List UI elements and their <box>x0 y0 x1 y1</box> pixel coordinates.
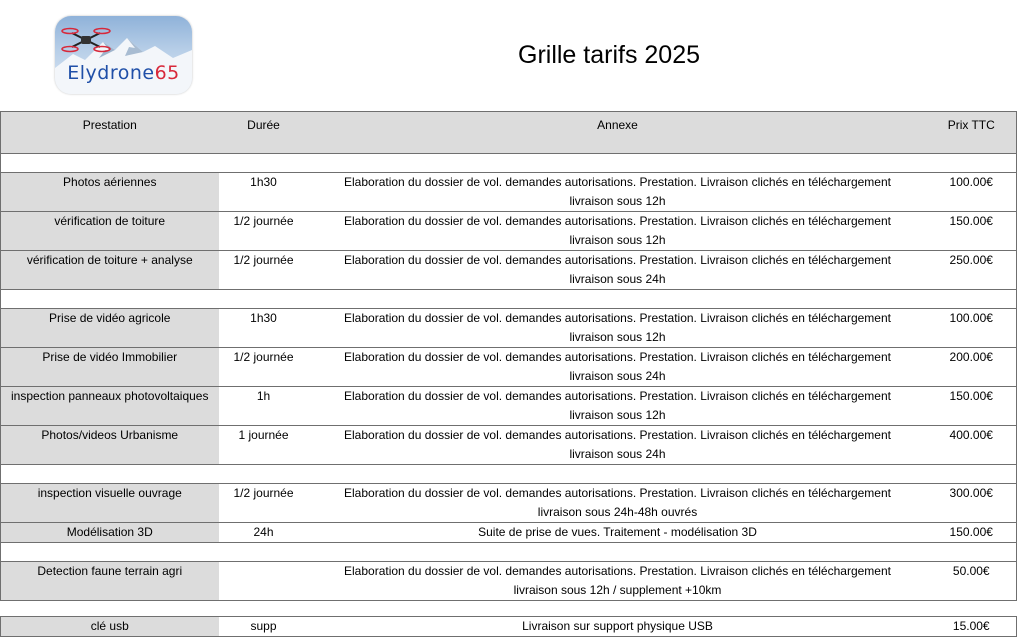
spacer-row <box>1 290 1017 309</box>
duree-cell: supp <box>219 617 309 637</box>
annexe-cell <box>309 251 927 290</box>
column-header-duree: Durée <box>219 112 309 154</box>
annexe-line: livraison sous 24h-48h ouvrés <box>537 505 698 519</box>
annexe-cell <box>309 387 927 426</box>
prestation-cell: Photos/videos Urbanisme <box>1 426 219 465</box>
prix-cell: 300.00€ <box>927 484 1017 523</box>
duree-cell: 1/2 journée <box>219 348 309 387</box>
annexe-line: Elaboration du dossier de vol. demandes autorisations. Prestation. Livraison clichés en téléchargement <box>344 428 891 442</box>
annexe-cell <box>309 212 927 251</box>
duree-cell: 1 journée <box>219 426 309 465</box>
annexe-cell: Livraison sur support physique USB <box>309 617 927 637</box>
table-row <box>1 484 1017 523</box>
annexe-line: livraison sous 12h / supplement +10km <box>513 583 722 597</box>
table-row <box>1 251 1017 290</box>
spacer-row <box>1 154 1017 173</box>
prestation-cell: Modélisation 3D <box>1 523 219 543</box>
prix-cell: 50.00€ <box>927 562 1017 601</box>
duree-cell: 1/2 journée <box>219 251 309 290</box>
table-row <box>1 426 1017 465</box>
table-row <box>1 212 1017 251</box>
prix-cell: 150.00€ <box>927 212 1017 251</box>
annexe-line: livraison sous 12h <box>569 408 666 422</box>
annexe-line: Elaboration du dossier de vol. demandes autorisations. Prestation. Livraison clichés en téléchargement <box>344 350 891 364</box>
duree-cell <box>219 562 309 601</box>
annexe-line: Elaboration du dossier de vol. demandes autorisations. Prestation. Livraison clichés en téléchargement <box>344 253 891 267</box>
prix-cell: 100.00€ <box>927 309 1017 348</box>
prestation-cell: Photos aériennes <box>1 173 219 212</box>
prestation-cell: inspection visuelle ouvrage <box>1 484 219 523</box>
prix-cell: 100.00€ <box>927 173 1017 212</box>
column-header-annexe: Annexe <box>309 112 927 154</box>
annexe-cell <box>309 484 927 523</box>
page-title: Grille tarifs 2025 <box>518 41 701 69</box>
annexe-cell: Suite de prise de vues. Traitement - modélisation 3D <box>309 523 927 543</box>
annexe-line: livraison sous 12h <box>569 330 666 344</box>
annexe-line: Elaboration du dossier de vol. demandes autorisations. Prestation. Livraison clichés en téléchargement <box>344 564 891 578</box>
annexe-line: livraison sous 24h <box>569 272 666 286</box>
spacer-row <box>1 601 1017 617</box>
table-row <box>1 173 1017 212</box>
duree-cell: 1h <box>219 387 309 426</box>
prix-cell: 400.00€ <box>927 426 1017 465</box>
prestation-cell: inspection panneaux photovoltaiques <box>1 387 219 426</box>
logo <box>55 16 192 94</box>
column-header-prix: Prix TTC <box>927 112 1017 154</box>
spacer-row <box>1 543 1017 562</box>
annexe-cell <box>309 309 927 348</box>
annexe-line: Elaboration du dossier de vol. demandes autorisations. Prestation. Livraison clichés en téléchargement <box>344 311 891 325</box>
column-header-prestation: Prestation <box>1 112 219 154</box>
table-row <box>1 348 1017 387</box>
annexe-line: livraison sous 12h <box>569 233 666 247</box>
annexe-cell <box>309 426 927 465</box>
duree-cell: 1/2 journée <box>219 212 309 251</box>
prix-cell: 15.00€ <box>927 617 1017 637</box>
annexe-cell <box>309 562 927 601</box>
annexe-cell <box>309 348 927 387</box>
annexe-line: Elaboration du dossier de vol. demandes autorisations. Prestation. Livraison clichés en téléchargement <box>344 389 891 403</box>
prestation-cell: clé usb <box>1 617 219 637</box>
annexe-line: livraison sous 24h <box>569 447 666 461</box>
prestation-cell: vérification de toiture <box>1 212 219 251</box>
prix-cell: 200.00€ <box>927 348 1017 387</box>
duree-cell: 1/2 journée <box>219 484 309 523</box>
duree-cell: 24h <box>219 523 309 543</box>
prix-cell: 250.00€ <box>927 251 1017 290</box>
annexe-line: Elaboration du dossier de vol. demandes autorisations. Prestation. Livraison clichés en téléchargement <box>344 214 891 228</box>
prestation-cell: Prise de vidéo agricole <box>1 309 219 348</box>
table-row <box>1 309 1017 348</box>
annexe-line: livraison sous 12h <box>569 194 666 208</box>
table-row <box>1 562 1017 601</box>
annexe-line: Elaboration du dossier de vol. demandes autorisations. Prestation. Livraison clichés en téléchargement <box>344 175 891 189</box>
duree-cell: 1h30 <box>219 173 309 212</box>
logo-wordmark: Elydrone65 <box>67 62 180 84</box>
prix-cell: 150.00€ <box>927 387 1017 426</box>
duree-cell: 1h30 <box>219 309 309 348</box>
table-row <box>1 387 1017 426</box>
table-row <box>1 617 1017 637</box>
prestation-cell: vérification de toiture + analyse <box>1 251 219 290</box>
annexe-line: Elaboration du dossier de vol. demandes autorisations. Prestation. Livraison clichés en téléchargement <box>344 486 891 500</box>
table-header-row <box>1 112 1017 154</box>
spacer-row <box>1 465 1017 484</box>
prestation-cell: Detection faune terrain agri <box>1 562 219 601</box>
annexe-line: livraison sous 24h <box>569 369 666 383</box>
table-row <box>1 523 1017 543</box>
tariff-table <box>0 111 1017 637</box>
prestation-cell: Prise de vidéo Immobilier <box>1 348 219 387</box>
annexe-cell <box>309 173 927 212</box>
prix-cell: 150.00€ <box>927 523 1017 543</box>
